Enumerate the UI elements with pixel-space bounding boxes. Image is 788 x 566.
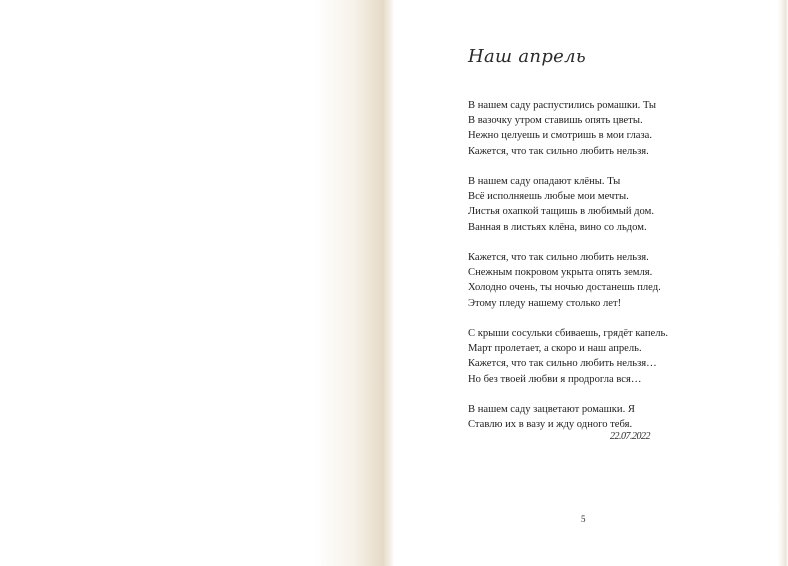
poem-line: Кажется, что так сильно любить нельзя.	[468, 252, 649, 263]
poem-line: Но без твоей любви я продрогла вся…	[468, 373, 642, 385]
page-number: 5	[581, 514, 586, 524]
poem-line: С крыши сосульки сбиваешь, грядёт капель.	[468, 328, 669, 339]
poem-line: Снежным покровом укрыта опять земля.	[468, 267, 653, 279]
poem-line: В вазочку утром ставишь опять цветы.	[468, 115, 643, 127]
stanza	[468, 250, 768, 311]
poem-body	[468, 98, 768, 448]
book-spine-gutter	[384, 0, 394, 566]
poem-line: Холодно очень, ты ночью достанешь плед.	[468, 282, 661, 294]
poem-line: В нашем саду опадают клёны. Ты	[468, 176, 621, 187]
stanza	[468, 98, 768, 159]
poem-line: Ванная в листьях клёна, вино со льдом.	[468, 221, 647, 233]
poem-line: Март пролетает, а скоро и наш апрель.	[468, 343, 642, 355]
poem-line: Всё исполняешь любые мои мечты.	[468, 191, 629, 203]
stanza	[468, 326, 768, 387]
page-edge-shadow	[778, 0, 788, 566]
poem-line: Ставлю их в вазу и жду одного тебя.	[468, 419, 633, 431]
stanza	[468, 174, 768, 235]
poem-line: Кажется, что так сильно любить нельзя.	[468, 145, 649, 157]
poem-line: Нежно целуешь и смотришь в мои глаза.	[468, 130, 652, 142]
poem-line: В нашем саду зацветают ромашки. Я	[468, 404, 635, 415]
poem-title: Наш апрель	[468, 46, 586, 67]
poem-date: 22.07.2022	[610, 431, 650, 442]
poem-line: Листья охапкой тащишь в любимый дом.	[468, 206, 654, 218]
poem-line: Этому пледу нашему столько лет!	[468, 297, 622, 309]
stanza	[468, 402, 768, 432]
poem-line: В нашем саду распустились ромашки. Ты	[468, 100, 657, 111]
left-blank-page	[0, 0, 384, 566]
poem-line: Кажется, что так сильно любить нельзя…	[468, 358, 657, 370]
